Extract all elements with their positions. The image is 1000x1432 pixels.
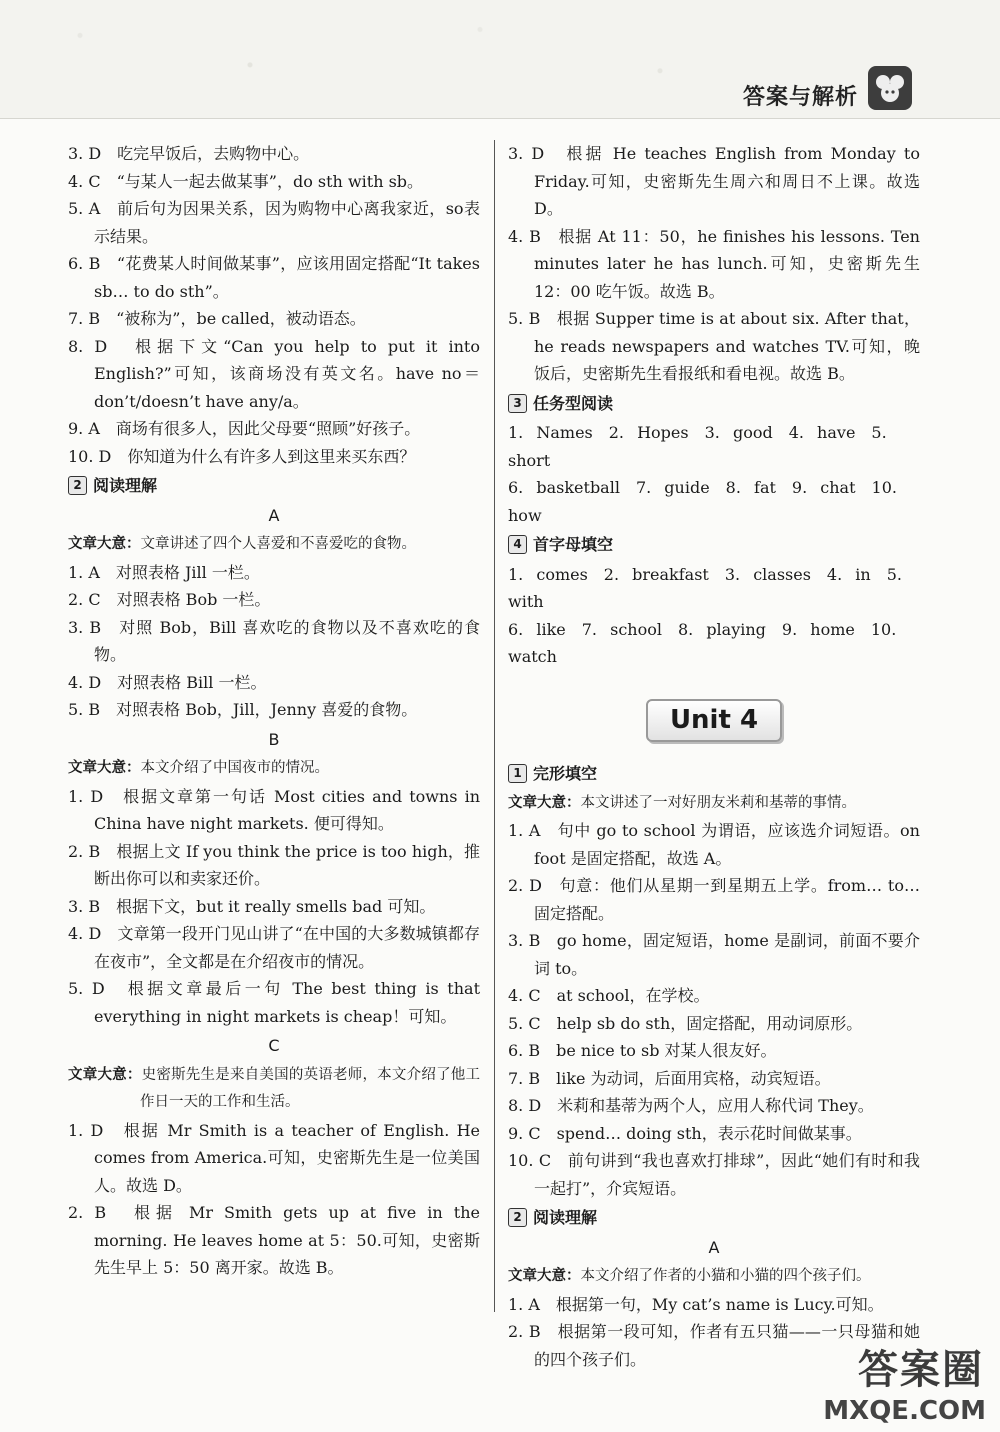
summary-label: 文章大意： — [508, 1268, 581, 1284]
section-number: 2 — [508, 1208, 527, 1227]
section-title: 阅读理解 — [93, 476, 158, 495]
answer-item: 8. D 米莉和基蒂为两个人，应用人称代词 They。 — [508, 1096, 874, 1115]
answer-item: 1. A 对照表格 Jill 一栏。 — [68, 562, 260, 582]
section-title: 首字母填空 — [533, 535, 614, 554]
answer-item: 6. B “花费某人时间做某事”，应该用固定搭配“It takes sb… to do sth”。 — [68, 254, 480, 301]
right-column — [508, 140, 920, 1373]
section-heading — [508, 1204, 920, 1232]
answer-item: 1. A 根据第一句，My cat’s name is Lucy.可知。 — [508, 1294, 884, 1314]
answer-item: 10. D 你知道为什么有许多人到这里来买东西？ — [68, 446, 416, 466]
unit-title: Unit 4 — [646, 699, 782, 743]
section-number: 4 — [508, 535, 527, 554]
passage-label: B — [268, 729, 280, 749]
answer-item: 4. C at school，在学校。 — [508, 986, 710, 1005]
section-heading — [508, 390, 920, 418]
answer-item: 5. B 对照表格 Bob，Jill，Jenny 喜爱的食物。 — [68, 700, 418, 719]
answer-item: 5. D 根据文章最后一句 The best thing is that everything in night markets is cheap！可知。 — [68, 979, 480, 1026]
section-heading — [68, 472, 480, 500]
section-heading — [508, 531, 920, 559]
answer-item: 3. B 根据下文，but it really smells bad 可知。 — [68, 896, 436, 916]
summary-label: 文章大意： — [68, 1066, 142, 1083]
left-column — [68, 140, 480, 1282]
section-title: 完形填空 — [533, 764, 598, 783]
answer-item: 1. D 根据 Mr Smith is a teacher of English. He comes from America.可知，史密斯先生是一位美国人。故选 D。 — [68, 1120, 480, 1195]
answer-item: 7. B “被称为”，be called，被动语态。 — [68, 309, 366, 328]
passage-label: A — [708, 1237, 720, 1257]
watermark-url: MXQE.COM — [823, 1396, 986, 1426]
answer-item: 2. D 句意：他们从星期一到星期五上学。from… to…固定搭配。 — [508, 876, 920, 923]
summary-text: 本文介绍了中国夜市的情况。 — [140, 760, 329, 776]
column-divider — [494, 140, 495, 1312]
summary-label: 文章大意： — [68, 536, 141, 552]
answer-item: 3. B 对照 Bob，Bill 喜欢吃的食物以及不喜欢吃的食物。 — [68, 617, 480, 664]
answer-item: 1. D 根据文章第一句话 Most cities and towns in China have night markets. 便可得知。 — [68, 786, 480, 833]
answer-item: 3. B go home，固定短语，home 是副词，前面不要介词 to。 — [508, 931, 920, 978]
answer-item: 2. B 根据第一段可知，作者有五只猫——一只母猫和她的四个孩子们。 — [508, 1322, 920, 1369]
answer-item: 4. C “与某人一起去做某事”，do sth with sb。 — [68, 171, 424, 191]
passage-label: A — [268, 505, 280, 525]
answer-item: 1. A 句中 go to school 为谓语，应该选介词短语。on foot 是固定搭配，故选 A。 — [508, 821, 920, 868]
section-number: 1 — [508, 764, 527, 783]
passage-summary — [68, 531, 480, 559]
passage-summary — [508, 1263, 920, 1291]
answer-item: 5. A 前后句为因果关系，因为购物中心离我家近，so表示结果。 — [68, 199, 480, 246]
answer-item: 6. B be nice to sb 对某人很友好。 — [508, 1041, 777, 1060]
watermark-main: 答案圈 — [858, 1347, 984, 1393]
answer-line: 1. Names 2. Hopes 3. good 4. have 5. short — [508, 423, 887, 470]
answer-item: 5. C help sb do sth，固定搭配，用动词原形。 — [508, 1013, 863, 1033]
header-title: 答案与解析 — [742, 85, 858, 110]
passage-label: C — [268, 1036, 280, 1055]
passage-summary — [68, 755, 480, 783]
summary-label: 文章大意： — [508, 794, 581, 811]
answer-item: 4. B 根据 At 11：50，he finishes his lessons. Ten minutes later he has lunch.可知，史密斯先生 12：00 吃午饭。故选 B。 — [508, 226, 920, 301]
answer-item: 2. C 对照表格 Bob 一栏。 — [68, 590, 271, 609]
answer-item: 7. B like 为动词，后面用宾格，动宾短语。 — [508, 1068, 831, 1088]
passage-summary — [68, 1062, 480, 1117]
answer-item: 9. C spend… doing sth，表示花时间做某事。 — [508, 1123, 862, 1143]
section-title: 阅读理解 — [533, 1208, 598, 1227]
answer-line: 1. comes 2. breakfast 3. classes 4. in 5. with — [508, 564, 902, 611]
answer-line: 6. like 7. school 8. playing 9. home 10. watch — [508, 619, 897, 666]
unit-title-wrap — [508, 699, 920, 743]
summary-text: 本文讲述了一对好朋友米莉和基蒂的事情。 — [580, 794, 856, 811]
answer-line: 6. basketball 7. guide 8. fat 9. chat 10. how — [508, 478, 897, 525]
answer-item: 8. D 根据下文“Can you help to put it into English?”可知，该商场没有英文名。have no＝don’t/doesn’t have any/a。 — [68, 336, 480, 411]
answer-item: 3. D 吃完早饭后，去购物中心。 — [68, 144, 310, 163]
passage-summary — [508, 790, 920, 818]
section-number: 2 — [68, 476, 87, 495]
section-title: 任务型阅读 — [533, 393, 614, 413]
answer-item: 4. D 对照表格 Bill 一栏。 — [68, 672, 267, 692]
summary-text: 本文介绍了作者的小猫和小猫的四个孩子们。 — [580, 1268, 871, 1284]
book-logo-icon — [868, 66, 912, 110]
answer-item: 9. A 商场有很多人，因此父母要“照顾”好孩子。 — [68, 419, 421, 438]
answer-item: 3. D 根据 He teaches English from Monday to Friday.可知，史密斯先生周六和周日不上课。故选 D。 — [508, 144, 920, 218]
summary-text: 史密斯先生是来自美国的英语老师，本文介绍了他工作日一天的工作和生活。 — [140, 1066, 481, 1110]
summary-label: 文章大意： — [68, 760, 141, 776]
summary-text: 文章讲述了四个人喜爱和不喜爱吃的食物。 — [140, 536, 416, 552]
answer-item: 4. D 文章第一段开门见山讲了“在中国的大多数城镇都存在夜市”，全文都是在介绍夜市的情况。 — [68, 924, 480, 971]
watermark-logo — [824, 1338, 992, 1426]
section-number: 3 — [508, 394, 527, 413]
answer-item: 5. B 根据 Supper time is at about six. After that，he reads newspapers and watches TV.可知，晚饭后，史密斯先生看报纸和看电视。故选 B。 — [508, 309, 920, 383]
answer-item: 2. B 根据 Mr Smith gets up at five in the morning. He leaves home at 5：50.可知，史密斯先生早上 5：50 离开家。故选 B。 — [68, 1203, 480, 1277]
answer-item: 10. C 前句讲到“我也喜欢打排球”，因此“她们有时和我一起打”，介宾短语。 — [508, 1151, 920, 1198]
answer-item: 2. B 根据上文 If you think the price is too high，推断出你可以和卖家还价。 — [68, 841, 480, 888]
section-heading — [508, 760, 920, 788]
